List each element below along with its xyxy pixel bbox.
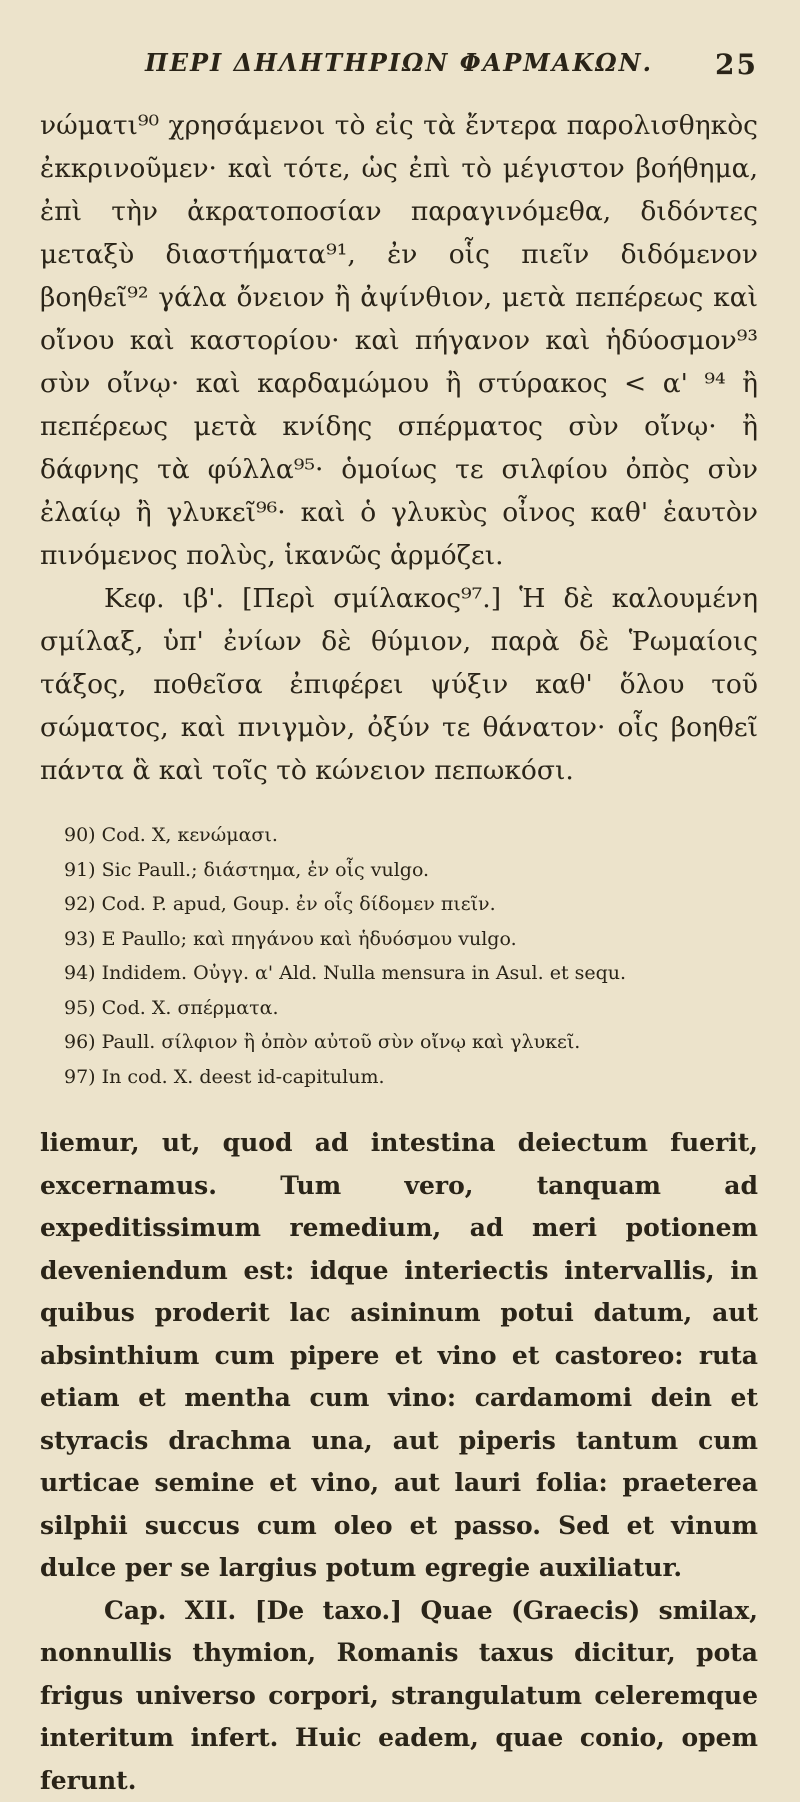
- footnote-90: 90) Cod. X, κενώμασι.: [64, 818, 758, 853]
- running-head: [40, 48, 758, 88]
- latin-paragraph-1: liemur, ut, quod ad intestina deiectum fuerit, excernamus. Tum vero, tanquam ad expeditissimum remedium, ad meri potionem deveniendum est: idque interiectis intervallis, in quibus proderit lac asininum potui datum, aut absinthium cum pipere et vino et castoreo: ruta etiam et mentha cum vino: cardamomi dein et styracis drachma una, aut piperis tantum cum urticae semine et vino, aut lauri folia: praeterea silphii succus cum oleo et passo. Sed et vinum dulce per se largius potum egregie auxiliatur.: [40, 1122, 758, 1590]
- running-title: ΠΕΡΙ ΔΗΛΗΤΗΡΙΩΝ ΦΑΡΜΑΚΩΝ.: [145, 48, 653, 77]
- footnote-93: 93) E Paullo; καὶ πηγάνου καὶ ἡδυόσμου vulgo.: [64, 922, 758, 957]
- page-number: 25: [715, 48, 758, 81]
- footnote-91: 91) Sic Paull.; διάστημα, ἐν οἷς vulgo.: [64, 853, 758, 888]
- latin-text-block: [40, 1122, 758, 1802]
- footnote-97: 97) In cod. X. deest id-capitulum.: [64, 1060, 758, 1095]
- greek-text-block: [40, 104, 758, 792]
- greek-paragraph-chapter-12: Κεφ. ιβ'. [Περὶ σμίλακος⁹⁷.] Ἡ δὲ καλουμένη σμίλαξ, ὑπ' ἐνίων δὲ θύμιον, παρὰ δὲ Ῥωμαίοις τάξος, ποθεῖσα ἐπιφέρει ψύξιν καθ' ὅλου τοῦ σώματος, καὶ πνιγμὸν, ὀξύν τε θάνατον· οἷς βοηθεῖ πάντα ἃ καὶ τοῖς τὸ κώνειον πεπωκόσι.: [40, 577, 758, 792]
- footnote-94: 94) Indidem. Οὐγγ. α' Ald. Nulla mensura in Asul. et sequ.: [64, 956, 758, 991]
- footnote-92: 92) Cod. P. apud, Goup. ἐν οἷς δίδομεν πιεῖν.: [64, 887, 758, 922]
- greek-paragraph-1: νώματι⁹⁰ χρησάμενοι τὸ εἰς τὰ ἔντερα παρολισθηκὸς ἐκκρινοῦμεν· καὶ τότε, ὡς ἐπὶ τὸ μέγιστον βοήθημα, ἐπὶ τὴν ἀκρατοποσίαν παραγινόμεθα, διδόντες μεταξὺ διαστήματα⁹¹, ἐν οἷς πιεῖν διδόμενον βοηθεῖ⁹² γάλα ὄνειον ἢ ἀψίνθιον, μετὰ πεπέρεως καὶ οἴνου καὶ καστορίου· καὶ πήγανον καὶ ἡδύοσμον⁹³ σὺν οἴνῳ· καὶ καρδαμώμου ἢ στύρακος < α' ⁹⁴ ἢ πεπέρεως μετὰ κνίδης σπέρματος σὺν οἴνῳ· ἢ δάφνης τὰ φύλλα⁹⁵· ὁμοίως τε σιλφίου ὀπὸς σὺν ἐλαίῳ ἢ γλυκεῖ⁹⁶· καὶ ὁ γλυκὺς οἶνος καθ' ἑαυτὸν πινόμενος πολὺς, ἱκανῶς ἁρμόζει.: [40, 104, 758, 577]
- latin-paragraph-chapter-12: Cap. XII. [De taxo.] Quae (Graecis) smilax, nonnullis thymion, Romanis taxus dicitur, pota frigus universo corpori, strangulatum celeremque interitum infert. Huic eadem, quae conio, opem ferunt.: [40, 1590, 758, 1802]
- footnote-95: 95) Cod. X. σπέρματα.: [64, 991, 758, 1026]
- footnotes: [40, 818, 758, 1094]
- footnote-96: 96) Paull. σίλφιον ἢ ὀπὸν αὐτοῦ σὺν οἴνῳ καὶ γλυκεῖ.: [64, 1025, 758, 1060]
